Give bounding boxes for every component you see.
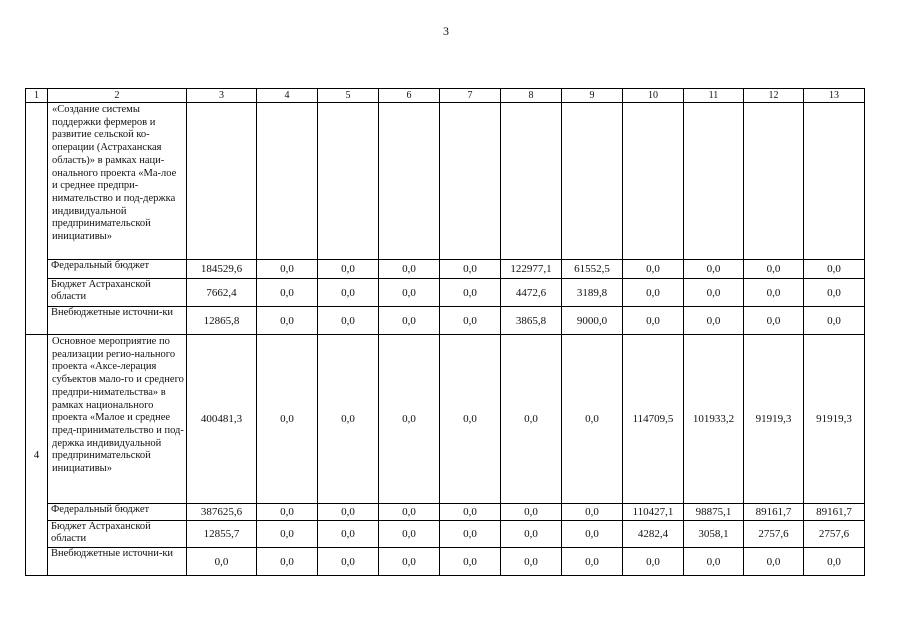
cell: 0,0 — [562, 521, 623, 548]
cell: 12855,7 — [187, 521, 257, 548]
cell: 0,0 — [440, 307, 501, 335]
column-header: 9 — [562, 89, 623, 103]
section-a-description-row — [26, 103, 865, 260]
section-a-row-number — [26, 103, 48, 335]
cell: 3058,1 — [684, 521, 744, 548]
section-a-federal-row — [26, 260, 865, 279]
cell: 61552,5 — [562, 260, 623, 279]
cell: 0,0 — [440, 335, 501, 504]
column-header: 13 — [804, 89, 865, 103]
cell: 4282,4 — [623, 521, 684, 548]
cell: 0,0 — [379, 504, 440, 521]
cell: 0,0 — [318, 335, 379, 504]
cell: 0,0 — [440, 548, 501, 576]
cell: 0,0 — [440, 279, 501, 307]
column-header: 6 — [379, 89, 440, 103]
cell: 0,0 — [804, 260, 865, 279]
row-label: Внебюджетные источни-ки — [48, 548, 187, 576]
column-header: 7 — [440, 89, 501, 103]
cell: 7662,4 — [187, 279, 257, 307]
cell: 0,0 — [379, 307, 440, 335]
cell: 0,0 — [440, 504, 501, 521]
section-b-regional-row — [26, 521, 865, 548]
cell: 0,0 — [501, 521, 562, 548]
cell: 0,0 — [379, 521, 440, 548]
cell: 2757,6 — [804, 521, 865, 548]
cell: 101933,2 — [684, 335, 744, 504]
cell: 0,0 — [804, 548, 865, 576]
column-header: 4 — [257, 89, 318, 103]
cell: 0,0 — [257, 335, 318, 504]
cell: 0,0 — [379, 548, 440, 576]
cell: 0,0 — [623, 260, 684, 279]
cell: 0,0 — [623, 279, 684, 307]
cell: 0,0 — [257, 307, 318, 335]
cell: 0,0 — [318, 307, 379, 335]
row-label: Федеральный бюджет — [48, 504, 187, 521]
section-b-federal-row — [26, 504, 865, 521]
column-header: 8 — [501, 89, 562, 103]
column-header: 2 — [48, 89, 187, 103]
cell: 0,0 — [501, 335, 562, 504]
cell: 0,0 — [684, 279, 744, 307]
cell: 3865,8 — [501, 307, 562, 335]
cell: 98875,1 — [684, 504, 744, 521]
cell: 0,0 — [257, 279, 318, 307]
cell: 0,0 — [257, 504, 318, 521]
column-header: 3 — [187, 89, 257, 103]
cell: 114709,5 — [623, 335, 684, 504]
cell: 0,0 — [379, 279, 440, 307]
column-header: 5 — [318, 89, 379, 103]
cell: 0,0 — [379, 335, 440, 504]
cell: 91919,3 — [744, 335, 804, 504]
cell: 0,0 — [257, 260, 318, 279]
cell: 0,0 — [440, 260, 501, 279]
cell: 387625,6 — [187, 504, 257, 521]
cell: 0,0 — [257, 548, 318, 576]
table-body — [26, 89, 865, 576]
cell: 0,0 — [440, 521, 501, 548]
cell: 0,0 — [257, 521, 318, 548]
row-label: Бюджет Астраханской области — [48, 521, 187, 548]
cell: 0,0 — [501, 504, 562, 521]
cell: 122977,1 — [501, 260, 562, 279]
cell: 4472,6 — [501, 279, 562, 307]
cell: 0,0 — [623, 548, 684, 576]
cell: 2757,6 — [744, 521, 804, 548]
budget-table — [25, 88, 865, 576]
cell: 0,0 — [744, 260, 804, 279]
column-header: 1 — [26, 89, 48, 103]
cell: 110427,1 — [623, 504, 684, 521]
cell: 0,0 — [187, 548, 257, 576]
cell: 0,0 — [744, 307, 804, 335]
section-a-extrabudget-row — [26, 307, 865, 335]
cell: 89161,7 — [744, 504, 804, 521]
row-label: Федеральный бюджет — [48, 260, 187, 279]
cell: 0,0 — [501, 548, 562, 576]
column-header: 12 — [744, 89, 804, 103]
section-b-row-number: 4 — [26, 335, 48, 576]
cell: 0,0 — [684, 260, 744, 279]
section-b-description: Основное мероприятие по реализации регио-нального проекта «Аксе-лерация субъектов мало-го и среднего предпри-нимательства» в рамках национального проекта «Малое и среднее пред-принимательство и под-держка индивидуальной предпринимательской инициативы» — [48, 335, 187, 504]
cell: 0,0 — [318, 521, 379, 548]
cell: 0,0 — [562, 504, 623, 521]
cell: 400481,3 — [187, 335, 257, 504]
cell: 0,0 — [562, 335, 623, 504]
page-number: 3 — [443, 24, 449, 38]
row-label: Бюджет Астраханской области — [48, 279, 187, 307]
cell: 0,0 — [318, 504, 379, 521]
cell: 89161,7 — [804, 504, 865, 521]
cell: 0,0 — [744, 548, 804, 576]
cell: 0,0 — [744, 279, 804, 307]
column-header: 11 — [684, 89, 744, 103]
row-label: Внебюджетные источни-ки — [48, 307, 187, 335]
cell: 0,0 — [318, 548, 379, 576]
cell: 184529,6 — [187, 260, 257, 279]
cell: 0,0 — [804, 279, 865, 307]
section-b-extrabudget-row — [26, 548, 865, 576]
cell: 0,0 — [804, 307, 865, 335]
cell: 3189,8 — [562, 279, 623, 307]
section-a-regional-row — [26, 279, 865, 307]
cell: 12865,8 — [187, 307, 257, 335]
cell: 9000,0 — [562, 307, 623, 335]
cell: 0,0 — [684, 548, 744, 576]
cell: 0,0 — [379, 260, 440, 279]
cell: 0,0 — [684, 307, 744, 335]
cell: 91919,3 — [804, 335, 865, 504]
cell: 0,0 — [318, 279, 379, 307]
column-header: 10 — [623, 89, 684, 103]
cell: 0,0 — [623, 307, 684, 335]
section-b-total-row — [26, 335, 865, 504]
column-number-row — [26, 89, 865, 103]
cell: 0,0 — [562, 548, 623, 576]
cell: 0,0 — [318, 260, 379, 279]
section-a-description: «Создание системы поддержки фермеров и развитие сельской ко-операции (Астраханская область)» в рамках наци-онального проекта «Ма-лое и среднее предпри-нимательство и под-держка индивидуальной предпринимательской инициативы» — [48, 103, 187, 260]
